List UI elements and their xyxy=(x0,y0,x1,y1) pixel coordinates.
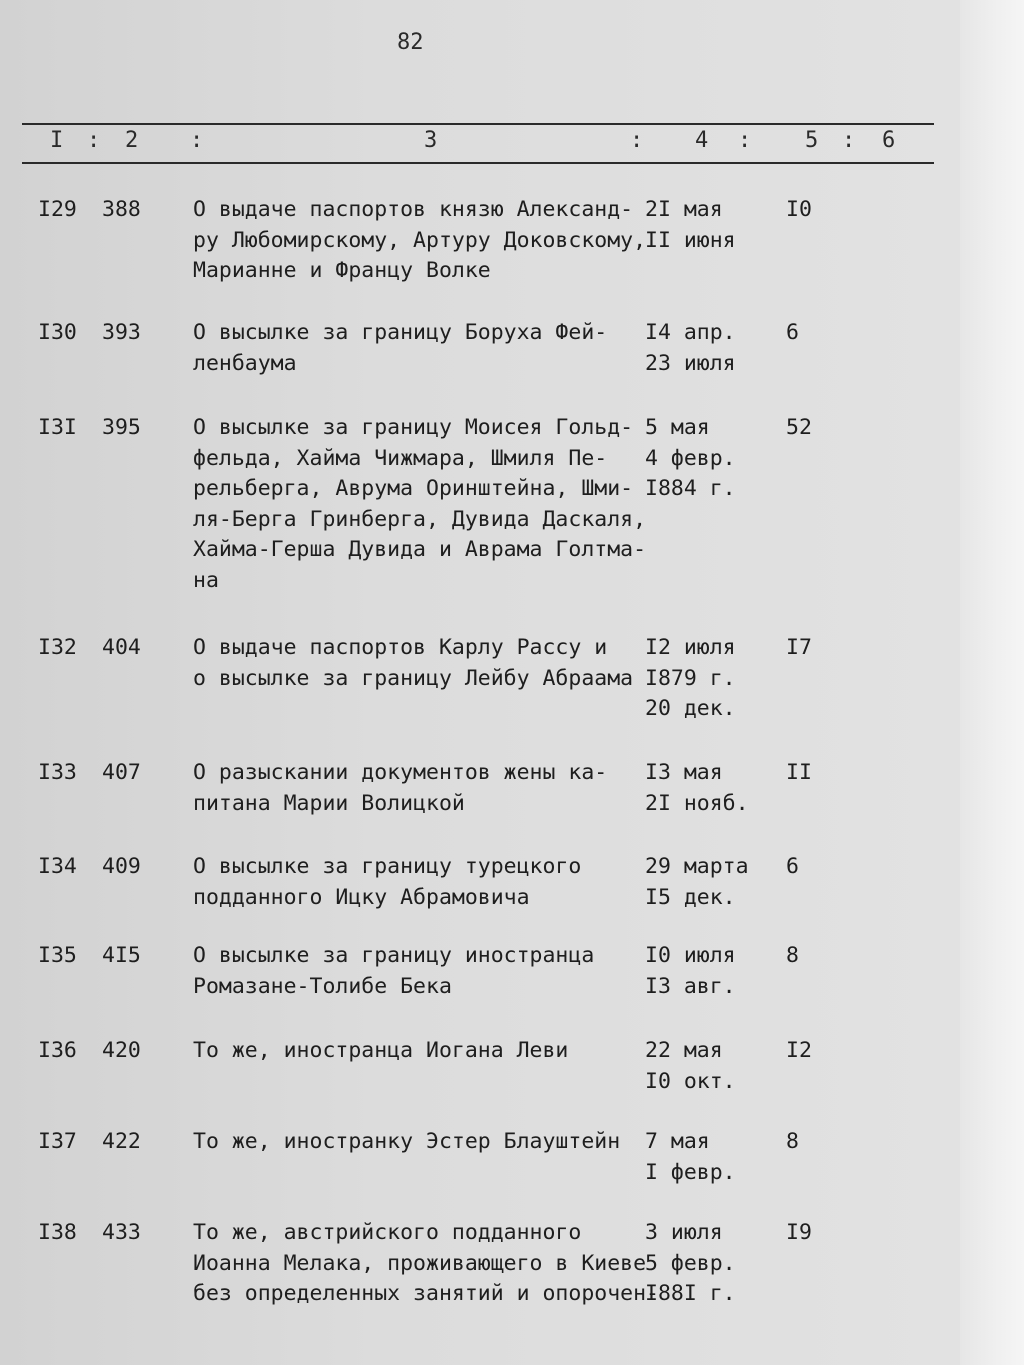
title-line: подданного Ицку Абрамовича xyxy=(193,884,530,910)
entry-dates xyxy=(645,758,749,819)
date-line: I0 окт. xyxy=(645,1068,736,1094)
title-line: Иоанна Мелака, проживающего в Киеве xyxy=(193,1250,647,1276)
title-line: О высылке за границу Моисея Гольд- xyxy=(193,415,634,440)
column-header-6: 6 xyxy=(882,128,896,153)
entry-number: I36 xyxy=(38,1038,77,1063)
date-line: I2 июля xyxy=(645,635,736,660)
sheet-count: II xyxy=(786,760,812,785)
sheet-count: I2 xyxy=(786,1038,812,1063)
entry-number: I32 xyxy=(38,635,77,660)
entry-number: I33 xyxy=(38,760,77,785)
file-number: 420 xyxy=(102,1038,141,1063)
title-line: питана Марии Волицкой xyxy=(193,790,465,816)
date-line: 7 мая xyxy=(645,1129,710,1154)
file-number: 395 xyxy=(102,415,141,440)
title-line: То же, австрийского подданного xyxy=(193,1220,582,1245)
entry-title xyxy=(193,633,648,694)
sheet-count: I9 xyxy=(786,1220,812,1245)
title-line: Марианне и Францу Волке xyxy=(193,258,491,283)
title-line: О выдаче паспортов Карлу Рассу и xyxy=(193,635,608,660)
title-line: ля-Берга Гринберга, Дувида Даскаля, xyxy=(193,506,647,532)
file-number: 433 xyxy=(102,1220,141,1245)
file-number: 404 xyxy=(102,635,141,660)
date-line: 5 февр. xyxy=(645,1250,736,1276)
date-line: I5 дек. xyxy=(645,884,736,910)
date-line: I88I г. xyxy=(645,1281,736,1306)
file-number: 388 xyxy=(102,197,141,222)
entry-dates xyxy=(645,413,736,505)
sheet-count: 8 xyxy=(786,1129,799,1154)
title-line: О высылке за границу турецкого xyxy=(193,854,582,879)
date-line: 2I мая xyxy=(645,197,723,222)
entry-number: I35 xyxy=(38,943,77,968)
date-line: I0 июля xyxy=(645,943,736,968)
column-header-5: 5 xyxy=(805,128,819,153)
header-rule-bottom xyxy=(22,162,934,164)
entry-dates xyxy=(645,1218,736,1310)
date-line: 29 марта xyxy=(645,854,749,879)
date-line: I3 мая xyxy=(645,760,723,785)
column-header-sep-1: : xyxy=(87,128,101,153)
column-header-2: 2 xyxy=(125,128,139,153)
title-line: То же, иностранку Эстер Блауштейн xyxy=(193,1129,621,1154)
entry-dates xyxy=(645,1127,736,1188)
date-line: 3 июля xyxy=(645,1220,723,1245)
sheet-count: I7 xyxy=(786,635,812,660)
date-line: I879 г. xyxy=(645,665,736,691)
date-line: 23 июля xyxy=(645,350,736,376)
column-header-sep-4: : xyxy=(738,128,752,153)
entry-dates xyxy=(645,1036,736,1097)
file-number: 422 xyxy=(102,1129,141,1154)
title-line: ленбаума xyxy=(193,350,297,376)
date-line: I3 авг. xyxy=(645,973,736,999)
sheet-count: 6 xyxy=(786,320,799,345)
entry-title xyxy=(193,941,648,1002)
entry-title xyxy=(193,1127,648,1158)
entry-title xyxy=(193,318,648,379)
sheet-count: 8 xyxy=(786,943,799,968)
title-line: рельберга, Аврума Оринштейна, Шми- xyxy=(193,476,634,501)
entry-title xyxy=(193,852,648,913)
title-line: То же, иностранца Иогана Леви xyxy=(193,1038,569,1063)
entry-number: I34 xyxy=(38,854,77,879)
entry-dates xyxy=(645,195,736,256)
date-line: I4 апр. xyxy=(645,320,736,345)
date-line: 4 февр. xyxy=(645,445,736,471)
entry-number: I29 xyxy=(38,197,77,222)
file-number: 393 xyxy=(102,320,141,345)
entry-dates xyxy=(645,318,736,379)
entry-title xyxy=(193,758,648,819)
title-line: О разыскании документов жены ка- xyxy=(193,760,608,785)
column-header-sep-2: : xyxy=(190,128,204,153)
sheet-count: 52 xyxy=(786,415,812,440)
date-line: 5 мая xyxy=(645,415,710,440)
file-number: 407 xyxy=(102,760,141,785)
file-number: 409 xyxy=(102,854,141,879)
title-line: о высылке за границу Лейбу Абраама xyxy=(193,665,634,691)
title-line: О высылке за границу иностранца xyxy=(193,943,595,968)
column-header-sep-5: : xyxy=(842,128,856,153)
date-line: 22 мая xyxy=(645,1038,723,1063)
date-line: 20 дек. xyxy=(645,696,736,721)
date-line: I884 г. xyxy=(645,476,736,501)
sheet-count: 6 xyxy=(786,854,799,879)
title-line: фельда, Хайма Чижмара, Шмиля Пе- xyxy=(193,445,608,471)
header-rule-top xyxy=(22,123,934,125)
title-line: ру Любомирскому, Артуру Доковскому, xyxy=(193,227,647,253)
title-line: Ромазане-Толибе Бека xyxy=(193,973,452,999)
date-line: I февр. xyxy=(645,1159,736,1185)
sheet-count: I0 xyxy=(786,197,812,222)
file-number: 4I5 xyxy=(102,943,141,968)
entry-title xyxy=(193,413,648,596)
entry-dates xyxy=(645,852,749,913)
title-line: без определенных занятий и опорочен- xyxy=(193,1281,659,1306)
column-header-3: 3 xyxy=(424,128,438,153)
entry-title xyxy=(193,1218,659,1310)
entry-number: I3I xyxy=(38,415,77,440)
entry-number: I30 xyxy=(38,320,77,345)
title-line: О выдаче паспортов князю Александ- xyxy=(193,197,634,222)
page-edge xyxy=(960,0,1024,1365)
entry-number: I37 xyxy=(38,1129,77,1154)
column-header-sep-3: : xyxy=(630,128,644,153)
entry-dates xyxy=(645,633,736,725)
title-line: Хайма-Герша Дувида и Аврама Голтма- xyxy=(193,537,647,562)
column-header-4: 4 xyxy=(695,128,709,153)
date-line: 2I нояб. xyxy=(645,790,749,816)
entry-title xyxy=(193,195,648,287)
entry-title xyxy=(193,1036,648,1067)
title-line: на xyxy=(193,567,219,593)
title-line: О высылке за границу Боруха Фей- xyxy=(193,320,608,345)
column-header-1: I xyxy=(50,128,64,153)
entry-number: I38 xyxy=(38,1220,77,1245)
date-line: II июня xyxy=(645,227,736,253)
entry-dates xyxy=(645,941,736,1002)
page-number: 82 xyxy=(397,30,424,55)
